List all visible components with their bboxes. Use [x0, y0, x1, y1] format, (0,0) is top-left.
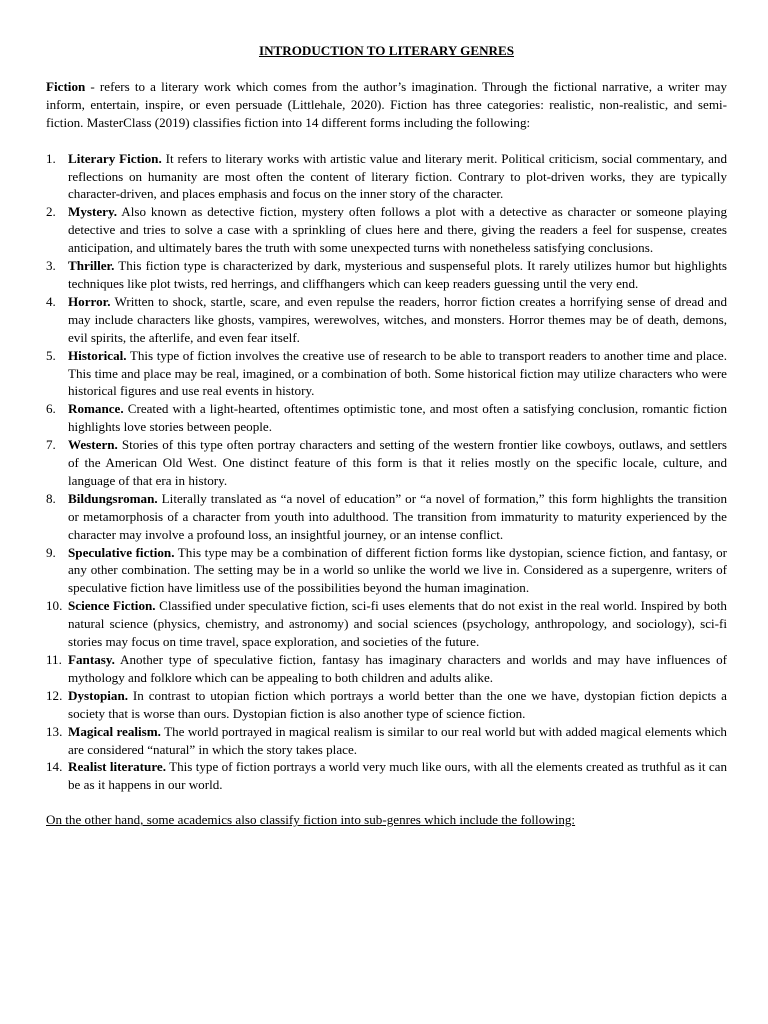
- page-title: INTRODUCTION TO LITERARY GENRES: [258, 43, 515, 58]
- list-item-text: Another type of speculative fiction, fantasy has imaginary characters and worlds and may have influences of mythology and folklore which can be appealing to both children and adults alike.: [68, 652, 727, 685]
- list-item-term: Magical realism.: [68, 723, 161, 739]
- list-item-number: 3.: [46, 258, 56, 274]
- intro-text: - refers to a literary work which comes from the author’s imagination. Through the fictional narrative, a writer may inform, entertain, inspire, or even persuade (Littlehale, 2020). Fiction has three categories: realistic, non-realistic, and semi-fiction. MasterClass (2019) classifies fiction into 14 different forms including the following:: [46, 78, 727, 130]
- list-item-number: 5.: [46, 347, 56, 363]
- list-item-number: 10.: [46, 598, 63, 614]
- list-item-number: 9.: [46, 544, 56, 560]
- list-item: [46, 723, 727, 759]
- list-item-text: Classified under speculative fiction, sci-fi uses elements that do not exist in the real world. Inspired by both natural science (physics, chemistry, and astronomy) and social sciences (psychology, anthropology, and sociology), sci-fi stories may focus on time travel, space exploration, and societies of the future.: [68, 598, 727, 650]
- list-item-term: Literary Fiction.: [68, 150, 162, 166]
- list-item-term: Thriller.: [68, 258, 115, 274]
- closing-line: On the other hand, some academics also classify fiction into sub-genres which include the following:: [46, 812, 576, 828]
- list-item-number: 8.: [46, 490, 56, 506]
- list-item-number: 4.: [46, 293, 56, 309]
- list-item-text: Also known as detective fiction, mystery often follows a plot with a detective as character or someone playing detective and tries to solve a case with a sprinkling of clues here and there, giving the readers a feel for suspense, creates anticipation, and ultimately bares the truth with some unexpected turns with nonetheless satisfying conclusions.: [68, 204, 727, 256]
- list-item-text: It refers to literary works with artistic value and literary merit. Political criticism, social commentary, and reflections on humanity are most often the content of literary fiction. Contrary to plot-driven works, they are typically character-driven, and places emphasis and focus on the inner story of the character.: [68, 150, 727, 202]
- list-item-term: Fantasy.: [68, 652, 115, 667]
- list-item-text: Stories of this type often portray characters and setting of the western frontier like cowboys, outlaws, and settlers of the American Old West. One distinct feature of this form is that it relies mostly on the specific locale, culture, and language of that era in history.: [68, 437, 727, 488]
- list-item-text: In contrast to utopian fiction which portrays a world better than the one we have, dystopian fiction depicts a society that is worse than ours. Dystopian fiction is also another type of science fiction.: [68, 687, 727, 721]
- list-item-text: This type of fiction involves the creative use of research to be able to transport readers to another time and place. This time and place may be real, imagined, or a combination of both. Some historical fiction may utilize characters who were historical figures and use real events in history.: [68, 347, 727, 399]
- list-item-number: 1.: [46, 150, 56, 166]
- list-item-term: Realist literature.: [68, 759, 166, 775]
- list-item-number: 13.: [46, 723, 63, 739]
- list-item-term: Romance.: [68, 401, 124, 417]
- list-item-number: 11.: [46, 652, 62, 667]
- list-item: [46, 687, 727, 723]
- intro-term: Fiction: [46, 78, 86, 94]
- list-item-text: This type may be a combination of different fiction forms like dystopian, science fiction, and fantasy, or any other combination. The setting may be in a world so unlike the world we live in. Considered as a supergenre, writers of speculative fiction have limitless use of the possibilities beyond the human imagination.: [68, 544, 727, 596]
- list-item: [46, 293, 727, 347]
- list-item: [46, 436, 727, 490]
- genre-list: [46, 150, 727, 795]
- list-item-term: Western.: [68, 437, 118, 453]
- list-item-number: 12.: [46, 687, 63, 703]
- list-item-number: 7.: [46, 437, 56, 453]
- list-item: [46, 150, 727, 204]
- list-item: [46, 597, 727, 651]
- list-item: [46, 347, 727, 401]
- list-item: [46, 758, 727, 794]
- list-item-text: Written to shock, startle, scare, and even repulse the readers, horror fiction creates a horrifying sense of dread and may include characters like ghosts, vampires, werewolves, witches, and monsters. Horror themes may be of death, demons, evil spirits, the afterlife, and even fear itself.: [68, 293, 727, 345]
- list-item: [46, 400, 727, 436]
- list-item-text: Created with a light-hearted, oftentimes optimistic tone, and most often a satisfying conclusion, romantic fiction highlights love stories between people.: [68, 401, 727, 435]
- list-item-text: Literally translated as “a novel of education” or “a novel of formation,” this form highlights the transition or metamorphosis of a character from youth into adulthood. The transition from immaturity to maturity experienced by the character may involve a profound loss, an insightful journey, or an intense conflict.: [68, 490, 727, 542]
- list-item: [46, 203, 727, 257]
- list-item-term: Speculative fiction.: [68, 544, 175, 560]
- list-item-text: The world portrayed in magical realism is similar to our real world but with added magical elements which are considered “natural” in which the story takes place.: [68, 723, 727, 757]
- list-item-text: This type of fiction portrays a world very much like ours, with all the elements created as truthful as it can be as it happens in our world.: [68, 759, 727, 793]
- list-item-text: This fiction type is characterized by dark, mysterious and suspenseful plots. It rarely utilizes humor but highlights techniques like plot twists, red herrings, and cliffhangers which can keep readers guessing until the very end.: [68, 258, 727, 291]
- list-item-term: Science Fiction.: [68, 598, 156, 614]
- list-item-number: 6.: [46, 401, 56, 417]
- list-item-term: Mystery.: [68, 204, 118, 220]
- list-item-term: Horror.: [68, 293, 111, 309]
- list-item-term: Historical.: [68, 347, 127, 363]
- list-item-number: 2.: [46, 204, 56, 220]
- list-item-term: Bildungsroman.: [68, 490, 158, 506]
- list-item: [46, 490, 727, 544]
- list-item: [46, 651, 727, 687]
- list-item: [46, 544, 727, 598]
- intro-paragraph: [46, 78, 727, 132]
- list-item-number: 14.: [46, 759, 63, 775]
- list-item: [46, 257, 727, 293]
- list-item-term: Dystopian.: [68, 687, 129, 703]
